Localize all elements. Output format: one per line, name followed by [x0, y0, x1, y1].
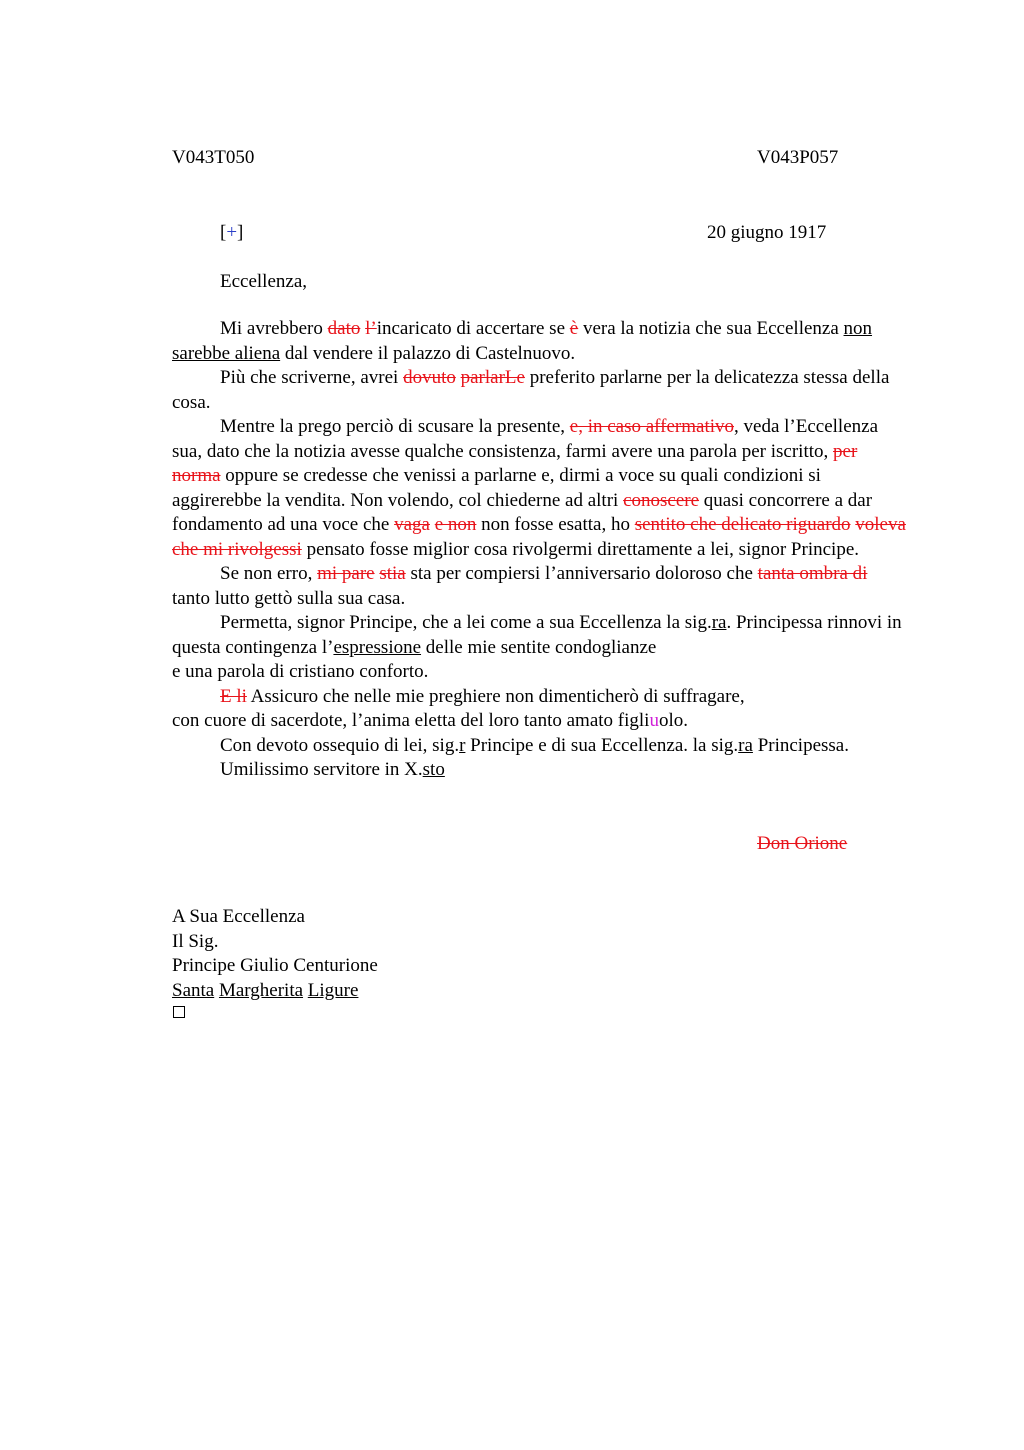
paragraph-6-continuation: con cuore di sacerdote, l’anima eletta del loro tanto amato figliuolo.	[172, 710, 688, 731]
underlined-text: sto	[422, 759, 445, 780]
plus-marker[interactable]: +	[226, 222, 238, 243]
paragraph-4: Se non erro, mi pare stia sta per compiersi l’anniversario doloroso che tanta ombra di tanto lutto gettò sulla sua casa.	[172, 563, 868, 609]
paragraph-2: Più che scriverne, avrei dovuto parlarLe preferito parlarne per la delicatezza stessa della cosa.	[172, 367, 890, 413]
insertion: u	[649, 710, 659, 731]
deletion: e, in caso affermativo	[569, 416, 735, 437]
deletion: stia	[379, 563, 406, 584]
closing-line: Umilissimo servitore in X.sto	[220, 759, 445, 780]
salutation: Eccellenza,	[220, 271, 308, 292]
paragraph-5: Permetta, signor Principe, che a lei come a sua Eccellenza la sig.ra. Principessa rinnovi in questa contingenza l’espressione delle mie sentite condoglianze	[172, 612, 902, 658]
paragraph-6: E li Assicuro che nelle mie preghiere non dimenticherò di suffragare,	[220, 685, 745, 707]
address-line: Il Sig.	[172, 930, 219, 952]
deletion: è	[569, 318, 579, 339]
deletion: parlarLe	[460, 367, 525, 388]
deletion: dato	[327, 318, 361, 339]
deletion: l’	[365, 318, 377, 339]
deletion: vaga	[394, 514, 430, 535]
underlined-text: espressione	[333, 636, 422, 658]
address-city: Santa Margherita Ligure	[172, 979, 359, 1001]
paragraph-7: Con devoto ossequio di lei, sig.r Principe e di sua Eccellenza. la sig.ra Principessa.	[220, 734, 849, 756]
document-code-right: V043P057	[757, 147, 839, 168]
paragraph-1: Mi avrebbero dato l’incaricato di accertare se è vera la notizia che sua Eccellenza non sarebbe aliena dal vendere il palazzo di Castelnuovo.	[172, 318, 873, 364]
deletion: e non	[434, 514, 477, 535]
paragraph-5-continuation: e una parola di cristiano conforto.	[172, 661, 429, 682]
address-line: A Sua Eccellenza	[172, 906, 305, 927]
underlined-text: r	[459, 734, 466, 756]
paragraph-3: Mentre la prego perciò di scusare la presente, e, in caso affermativo, veda l’Eccellenza sua, dato che la notizia avesse qualche consistenza, farmi avere una parola per iscritto, per norma oppure se credesse che venissi a parlarne e, dirmi a voce su quali condizioni si aggirerebbe la vendita. Non volendo, col chiederne ad altri conoscere quasi concorrere a dar fondamento ad una voce che vaga e non non fosse esatta, ho sentito che delicato riguardo voleva che mi rivolgessi pensato fosse miglior cosa rivolgermi direttamente a lei, signor Principe.	[172, 416, 906, 560]
deletion: per norma	[172, 440, 858, 486]
document-code-left: V043T050	[172, 147, 255, 168]
deletion: sentito che delicato riguardo	[634, 514, 851, 535]
deletion: tanta ombra di	[757, 563, 868, 584]
editorial-marker: [+]	[220, 222, 244, 243]
checkbox[interactable]	[173, 1006, 185, 1018]
underlined-text: ra	[711, 612, 727, 633]
signature: Don Orione	[757, 833, 848, 854]
letter-date: 20 giugno 1917	[707, 222, 827, 243]
address-line: Principe Giulio Centurione	[172, 955, 378, 976]
underlined-text: ra	[738, 734, 753, 756]
underlined-text: non sarebbe aliena	[172, 318, 873, 364]
deletion: E li	[220, 685, 247, 707]
letter-body	[172, 317, 907, 783]
deletion: dovuto	[403, 367, 456, 388]
deletion: voleva che mi rivolgessi	[172, 514, 906, 560]
address-block	[172, 905, 378, 1003]
deletion: conoscere	[623, 489, 700, 511]
deletion: mi pare	[317, 563, 375, 584]
